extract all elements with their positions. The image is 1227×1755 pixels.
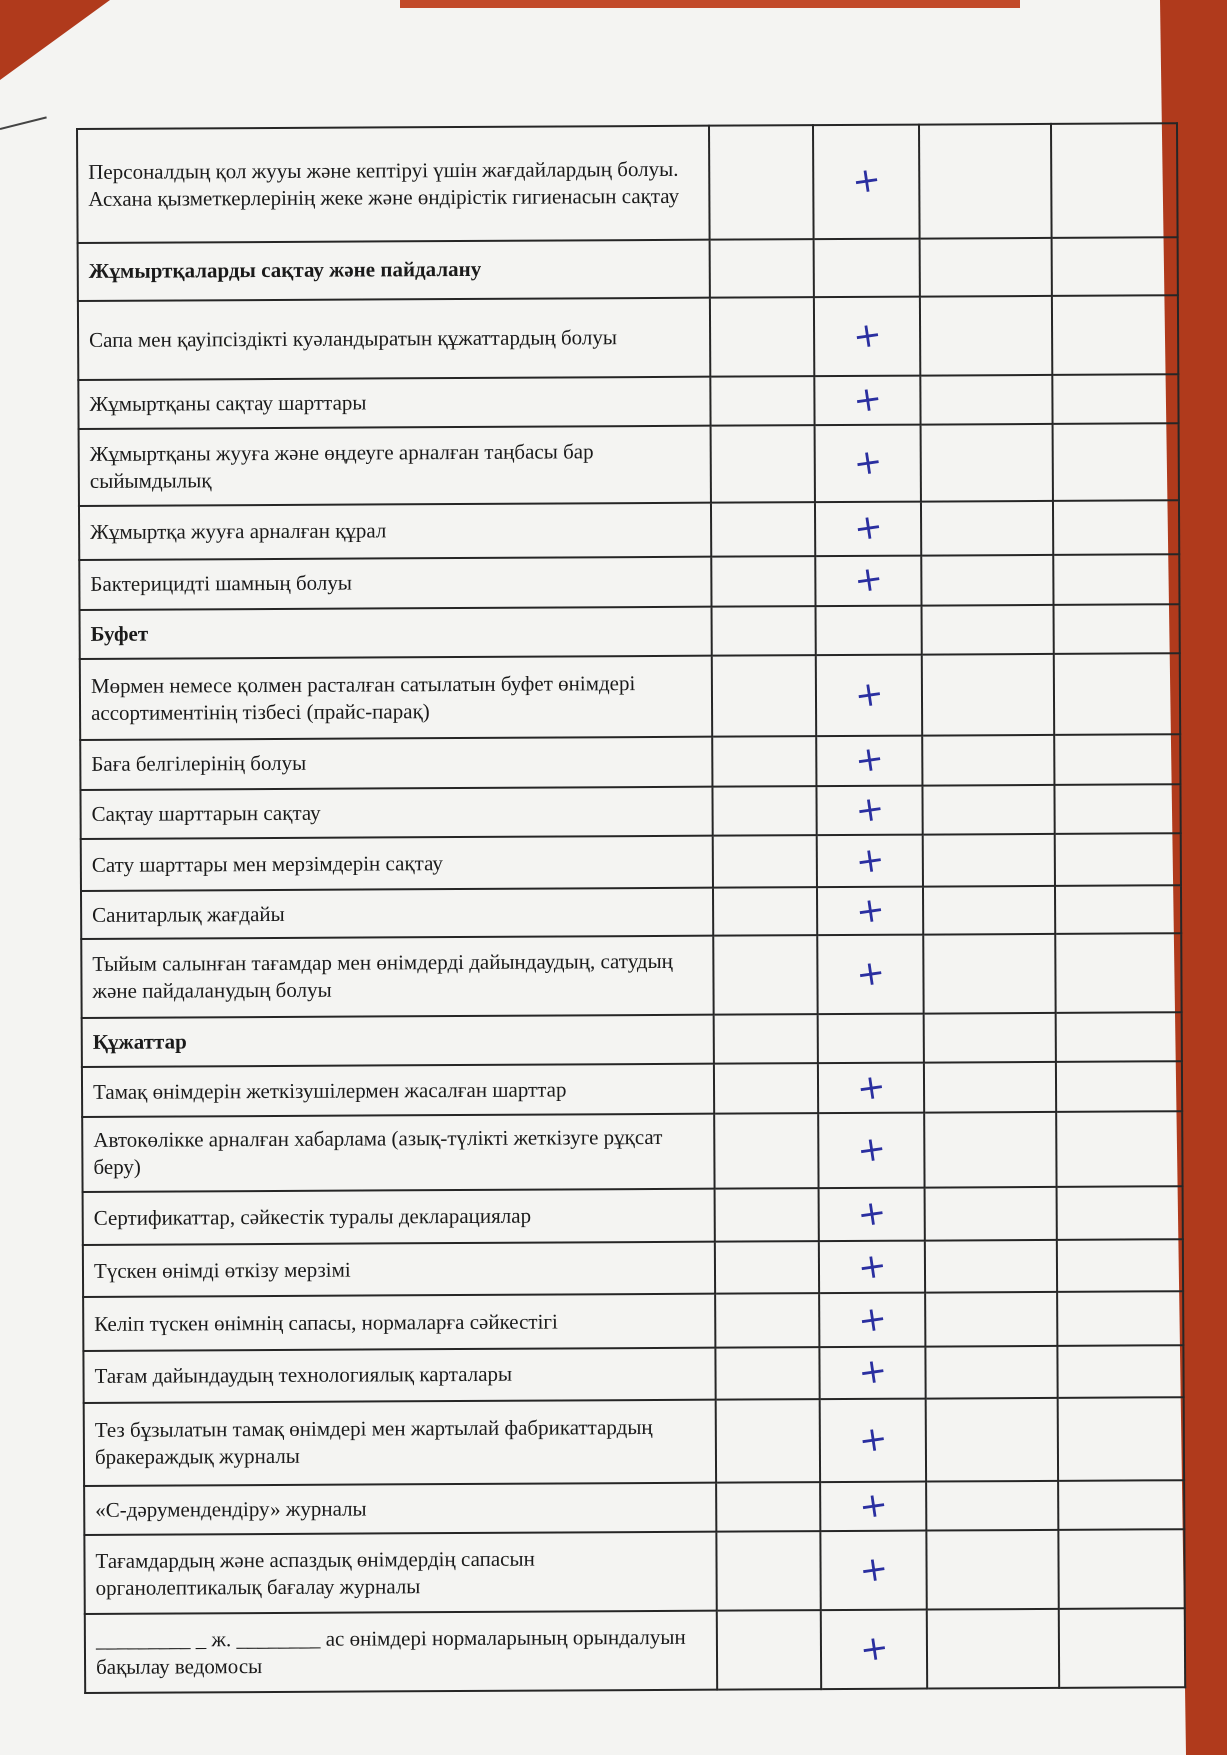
empty-cell	[1053, 424, 1179, 501]
empty-cell	[1055, 933, 1181, 1012]
handwritten-plus-mark: +	[850, 441, 885, 485]
handwritten-plus-mark: +	[855, 1297, 890, 1342]
empty-cell	[1056, 1111, 1182, 1186]
empty-cell	[1052, 374, 1178, 424]
empty-cell	[1058, 1397, 1184, 1481]
empty-cell	[818, 1013, 924, 1063]
handwritten-plus-mark: +	[853, 951, 888, 996]
table-row	[83, 1186, 1183, 1246]
table-row	[78, 374, 1178, 429]
table-row	[84, 1480, 1184, 1535]
mark-cell	[816, 736, 922, 786]
table-row	[81, 885, 1181, 938]
table-row	[79, 424, 1179, 506]
empty-cell	[714, 1063, 818, 1113]
section-title: Құжаттар	[82, 1014, 714, 1067]
empty-cell	[924, 1062, 1056, 1112]
mark-cell	[815, 502, 921, 556]
empty-cell	[1058, 1530, 1184, 1609]
item-text: Сапа мен қауіпсіздікті куәландыратын құжаттардың болуы	[78, 298, 710, 380]
empty-cell	[922, 604, 1054, 654]
handwritten-plus-mark: +	[856, 1627, 891, 1671]
background-strip	[400, 0, 1020, 8]
item-text: Келіп түскен өнімнің сапасы, нормаларға сәйкестігі	[83, 1294, 715, 1351]
empty-cell	[925, 1186, 1057, 1241]
item-text: Автокөлікке арналған хабарлама (азық-түлікті жеткізуге рұқсат беру)	[82, 1114, 714, 1192]
handwritten-plus-mark: +	[855, 1417, 890, 1462]
empty-cell	[715, 1293, 819, 1347]
table-row	[81, 834, 1181, 892]
empty-cell	[919, 124, 1052, 239]
mark-cell	[819, 1293, 925, 1347]
empty-cell	[717, 1610, 821, 1689]
empty-cell	[920, 375, 1052, 425]
item-text: Тамақ өнімдерін жеткізушілермен жасалған шарттар	[82, 1064, 714, 1117]
table-row	[82, 1111, 1182, 1191]
mark-cell	[819, 1187, 925, 1241]
empty-cell	[712, 606, 816, 656]
table-row	[83, 1345, 1183, 1403]
mark-cell	[814, 375, 920, 425]
table-row	[78, 295, 1178, 379]
empty-cell	[1057, 1291, 1183, 1346]
empty-cell	[1057, 1240, 1183, 1292]
empty-cell	[1051, 123, 1178, 238]
empty-cell	[927, 1609, 1059, 1689]
item-text: Тыйым салынған тағамдар мен өнімдерді дайындаудың, сатудың және пайдаланудың болуы	[81, 936, 713, 1018]
empty-cell	[922, 785, 1054, 835]
section-title: Жұмыртқаларды сақтау және пайдалану	[78, 240, 710, 301]
empty-cell	[710, 239, 814, 298]
empty-cell	[1052, 237, 1178, 296]
empty-cell	[923, 934, 1055, 1013]
handwritten-plus-mark: +	[851, 506, 886, 551]
item-text: Тағамдардың және аспаздық өнімдердің сапасын органолептикалық бағалау журналы	[84, 1532, 716, 1614]
empty-cell	[714, 1014, 818, 1064]
empty-cell	[816, 605, 922, 655]
handwritten-plus-mark: +	[856, 1483, 891, 1528]
handwritten-plus-mark: +	[854, 1127, 889, 1172]
item-text: _________ _ ж. ________ ас өнімдері нормаларының орындалуын бақылау ведомосы	[85, 1611, 717, 1693]
empty-cell	[926, 1398, 1058, 1482]
handwritten-plus-mark: +	[851, 673, 886, 717]
empty-cell	[920, 296, 1052, 375]
empty-cell	[709, 125, 814, 239]
table-row	[80, 734, 1180, 789]
empty-cell	[925, 1240, 1057, 1292]
table-row	[80, 653, 1180, 740]
mark-cell	[815, 425, 921, 502]
empty-cell	[1053, 500, 1179, 555]
empty-cell	[715, 1347, 819, 1399]
empty-cell	[921, 555, 1053, 605]
mark-cell	[813, 125, 920, 239]
empty-cell	[1054, 653, 1180, 734]
mark-cell	[820, 1481, 926, 1531]
empty-cell	[712, 786, 816, 836]
empty-cell	[926, 1530, 1058, 1609]
empty-cell	[1058, 1480, 1184, 1530]
empty-cell	[1054, 784, 1180, 834]
item-text: Жұмыртқаны жууға және өңдеуге арналған таңбасы бар сыйымдылық	[79, 426, 711, 506]
table-row	[77, 123, 1178, 243]
table-row	[79, 500, 1179, 560]
section-row	[78, 237, 1178, 301]
empty-cell	[923, 886, 1055, 934]
mark-cell	[821, 1610, 927, 1689]
mark-cell	[815, 555, 921, 605]
table-row	[79, 554, 1179, 609]
mark-cell	[819, 1347, 925, 1399]
empty-cell	[712, 655, 816, 736]
table-row	[81, 933, 1181, 1017]
table-row	[80, 784, 1180, 839]
empty-cell	[711, 556, 815, 606]
table-row	[82, 1061, 1182, 1116]
item-text: Жұмыртқаны сақтау шарттары	[78, 376, 710, 429]
empty-cell	[711, 425, 815, 502]
handwritten-plus-mark: +	[852, 738, 887, 783]
empty-cell	[712, 736, 816, 786]
item-text: Баға белгілерінің болуы	[80, 737, 712, 790]
handwritten-plus-mark: +	[849, 159, 884, 204]
empty-cell	[715, 1242, 819, 1294]
empty-cell	[1059, 1608, 1185, 1688]
handwritten-plus-mark: +	[852, 838, 887, 883]
empty-cell	[921, 424, 1053, 501]
handwritten-plus-mark: +	[853, 888, 888, 933]
item-text: Жұмыртқа жууға арналған құрал	[79, 503, 711, 560]
handwritten-plus-mark: +	[854, 1244, 889, 1289]
empty-cell	[1052, 295, 1178, 374]
item-text: Сақтау шарттарын сақтау	[80, 786, 712, 839]
handwritten-plus-mark: +	[852, 788, 887, 832]
empty-cell	[1056, 1061, 1182, 1111]
handwritten-plus-mark: +	[855, 1350, 890, 1395]
handwritten-plus-mark: +	[850, 377, 885, 422]
empty-cell	[924, 1012, 1056, 1062]
handwritten-plus-mark: +	[850, 313, 885, 358]
item-text: Санитарлық жағдайы	[81, 888, 713, 939]
empty-cell	[713, 935, 817, 1014]
mark-cell	[817, 887, 923, 935]
section-row	[82, 1012, 1182, 1067]
mark-cell	[816, 655, 922, 736]
handwritten-plus-mark: +	[854, 1191, 889, 1236]
mark-cell	[820, 1531, 926, 1610]
empty-cell	[710, 297, 814, 376]
empty-cell	[1054, 604, 1180, 654]
empty-cell	[714, 1113, 818, 1188]
empty-cell	[1054, 734, 1180, 784]
empty-cell	[1055, 834, 1181, 886]
mark-cell	[820, 1398, 926, 1481]
empty-cell	[926, 1481, 1058, 1531]
mark-cell	[817, 835, 923, 887]
empty-cell	[1056, 1012, 1182, 1062]
empty-cell	[713, 887, 817, 935]
empty-cell	[1057, 1345, 1183, 1397]
item-text: Сату шарттары мен мерзімдерін сақтау	[81, 836, 713, 891]
item-text: Мөрмен немесе қолмен расталған сатылатын буфет өнімдері ассортиментінің тізбесі (прайс-парақ)	[80, 656, 712, 740]
empty-cell	[716, 1399, 820, 1482]
empty-cell	[924, 1112, 1056, 1187]
empty-cell	[920, 238, 1052, 297]
empty-cell	[716, 1531, 820, 1610]
item-text: Тағам дайындаудың технологиялық карталары	[83, 1348, 715, 1403]
item-text: Бактерицидті шамның болуы	[79, 557, 711, 610]
table-row	[84, 1530, 1184, 1614]
empty-cell	[1055, 885, 1181, 933]
empty-cell	[923, 834, 1055, 886]
checklist-table	[76, 122, 1186, 1694]
empty-cell	[814, 239, 920, 298]
handwritten-plus-mark: +	[854, 1065, 889, 1110]
handwritten-plus-mark: +	[856, 1548, 891, 1592]
table-row	[83, 1240, 1183, 1298]
empty-cell	[710, 376, 814, 426]
empty-cell	[925, 1346, 1057, 1398]
empty-cell	[711, 502, 815, 556]
empty-cell	[922, 735, 1054, 785]
item-text: Сертификаттар, сәйкестік туралы декларациялар	[83, 1188, 715, 1245]
item-text: Персоналдың қол жууы және кептіруі үшін жағдайлардың болуы. Асхана қызметкерлерінің жеке және өндірістік гигиенасын сақтау	[77, 126, 710, 243]
item-text: «С-дәрумендендіру» журналы	[84, 1482, 716, 1535]
empty-cell	[921, 501, 1053, 556]
mark-cell	[814, 297, 920, 376]
mark-cell	[818, 1063, 924, 1113]
empty-cell	[925, 1292, 1057, 1347]
table-row	[83, 1291, 1183, 1351]
empty-cell	[1057, 1186, 1183, 1241]
item-text: Тез бұзылатын тамақ өнімдері мен жартылай фабрикаттардың бракераждық журналы	[84, 1399, 716, 1485]
item-text: Түскен өнімді өткізу мерзімі	[83, 1242, 715, 1297]
empty-cell	[922, 654, 1054, 735]
mark-cell	[816, 785, 922, 835]
handwritten-plus-mark: +	[851, 558, 886, 602]
mark-cell	[818, 1113, 924, 1188]
table-row	[84, 1397, 1184, 1486]
mark-cell	[817, 934, 923, 1013]
mark-cell	[819, 1241, 925, 1293]
empty-cell	[1053, 554, 1179, 604]
section-row	[80, 604, 1180, 659]
empty-cell	[716, 1482, 820, 1532]
section-title: Буфет	[80, 606, 712, 659]
empty-cell	[715, 1188, 819, 1242]
table-row	[85, 1608, 1185, 1693]
empty-cell	[713, 836, 817, 888]
